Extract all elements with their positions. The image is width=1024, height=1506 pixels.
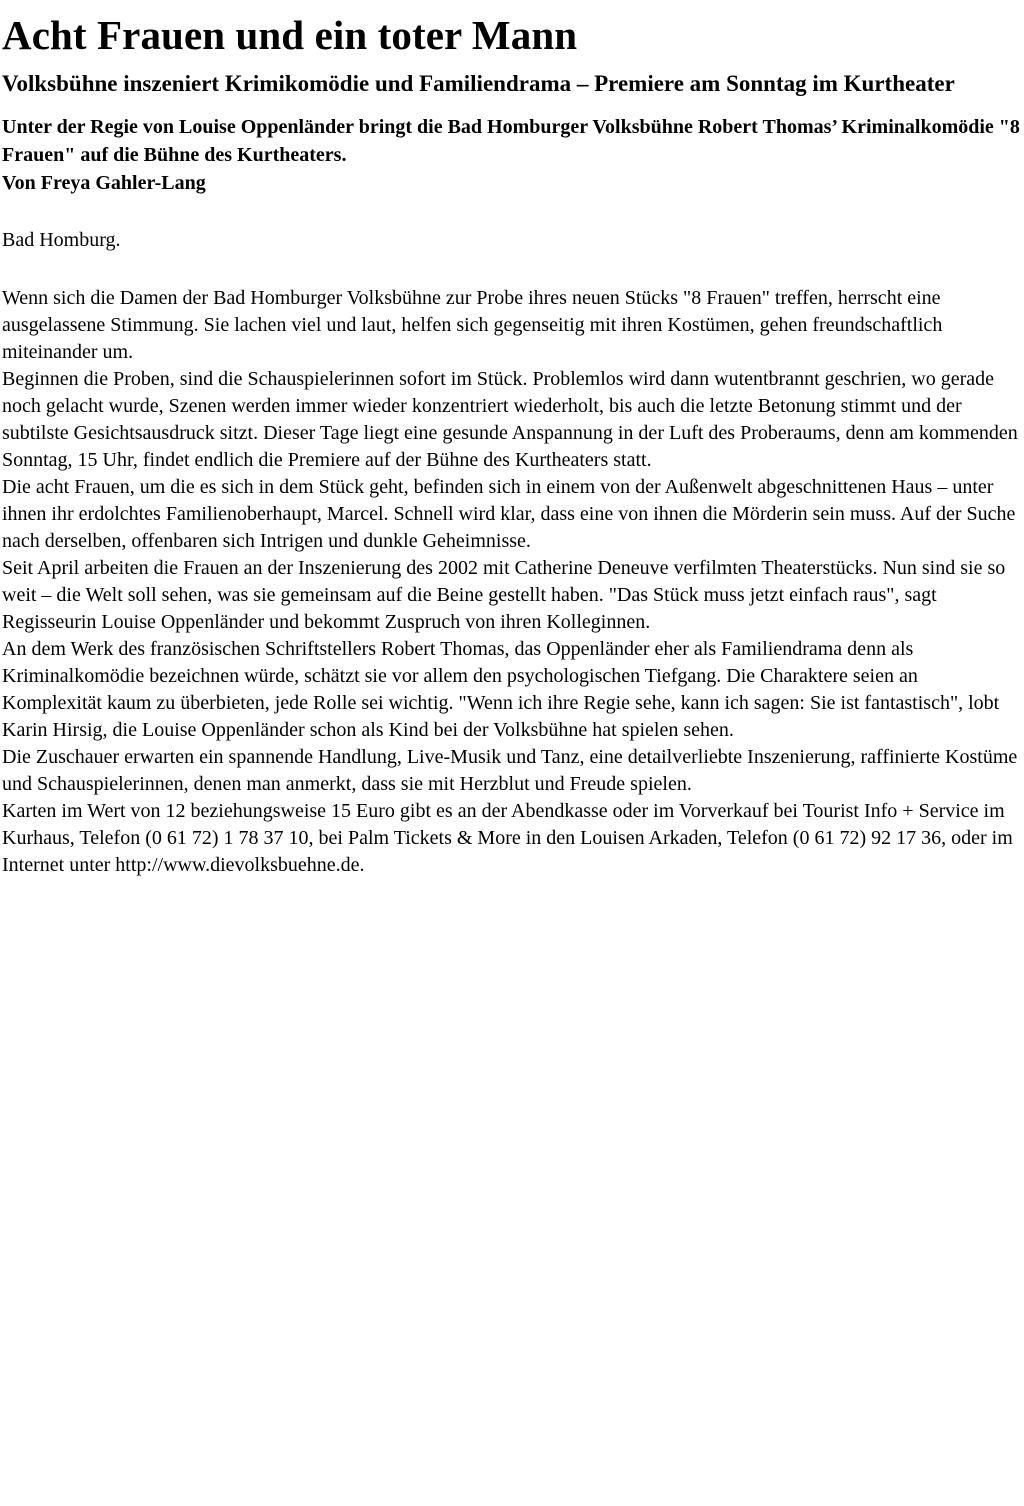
article-teaser-block [2, 113, 1022, 197]
body-paragraph: Wenn sich die Damen der Bad Homburger Volksbühne zur Probe ihres neuen Stücks "8 Frauen" treffen, herrscht eine ausgelassene Stimmung. Sie lachen viel und laut, helfen sich gegenseitig mit ihren Kostümen, gehen freundschaftlich miteinander um. [2, 287, 943, 363]
body-paragraph: Die Zuschauer erwarten ein spannende Handlung, Live-Musik und Tanz, eine detailverliebte Inszenierung, raffinierte Kostüme und Schauspielerinnen, denen man anmerkt, dass sie mit Herzblut und Freude spielen. [2, 746, 1018, 795]
article-title: Acht Frauen und ein toter Mann [2, 12, 578, 58]
article-subtitle: Volksbühne inszeniert Krimikomödie und Familiendrama – Premiere am Sonntag im Kurtheater [2, 71, 955, 96]
body-paragraph: Karten im Wert von 12 beziehungsweise 15 Euro gibt es an der Abendkasse oder im Vorverkauf bei Tourist Info + Service im Kurhaus, Telefon (0 61 72) 1 78 37 10, bei Palm Tickets & More in den Louisen Arkaden, Telefon (0 61 72) 92 17 36, oder im Internet unter http://www.dievolksbuehne.de. [2, 800, 1013, 876]
article-teaser: Unter der Regie von Louise Oppenländer bringt die Bad Homburger Volksbühne Robert Thomas’ Kriminalkomödie "8 Frauen" auf die Bühne des Kurtheaters. [2, 116, 1020, 166]
body-paragraph: Die acht Frauen, um die es sich in dem Stück geht, befinden sich in einem von der Außenwelt abgeschnittenen Haus – unter ihnen ihr erdolchtes Familienoberhaupt, Marcel. Schnell wird klar, dass eine von ihnen die Mörderin sein muss. Auf der Suche nach derselben, offenbaren sich Intrigen und dunkle Geheimnisse. [2, 476, 1016, 552]
article-dateline: Bad Homburg. [2, 229, 121, 251]
article-author: Von Freya Gahler-Lang [2, 172, 206, 194]
body-paragraph: An dem Werk des französischen Schriftstellers Robert Thomas, das Oppenländer eher als Familiendrama denn als Kriminalkomödie bezeichnen würde, schätzt sie vor allem den psychologischen Tiefgang. Die Charaktere seien an Komplexität kaum zu überbieten, jede Rolle sei wichtig. "Wenn ich ihre Regie sehe, kann ich sagen: Sie ist fantastisch", lobt Karin Hirsig, die Louise Oppenländer schon als Kind bei der Volksbühne hat spielen sehen. [2, 638, 1000, 741]
article-body [2, 285, 1022, 879]
body-paragraph: Beginnen die Proben, sind die Schauspielerinnen sofort im Stück. Problemlos wird dann wutentbrannt geschrien, wo gerade noch gelacht wurde, Szenen werden immer wieder konzentriert wiederholt, bis auch die letzte Betonung stimmt und der subtilste Gesichtsausdruck sitzt. Dieser Tage liegt eine gesunde Anspannung in der Luft des Proberaums, denn am kommenden Sonntag, 15 Uhr, findet endlich die Premiere auf der Bühne des Kurtheaters statt. [2, 368, 1018, 471]
body-paragraph: Seit April arbeiten die Frauen an der Inszenierung des 2002 mit Catherine Deneuve verfilmten Theaterstücks. Nun sind sie so weit – die Welt soll sehen, was sie gemeinsam auf die Beine gestellt haben. "Das Stück muss jetzt einfach raus", sagt Regisseurin Louise Oppenländer und bekommt Zuspruch von ihren Kolleginnen. [2, 557, 1006, 633]
